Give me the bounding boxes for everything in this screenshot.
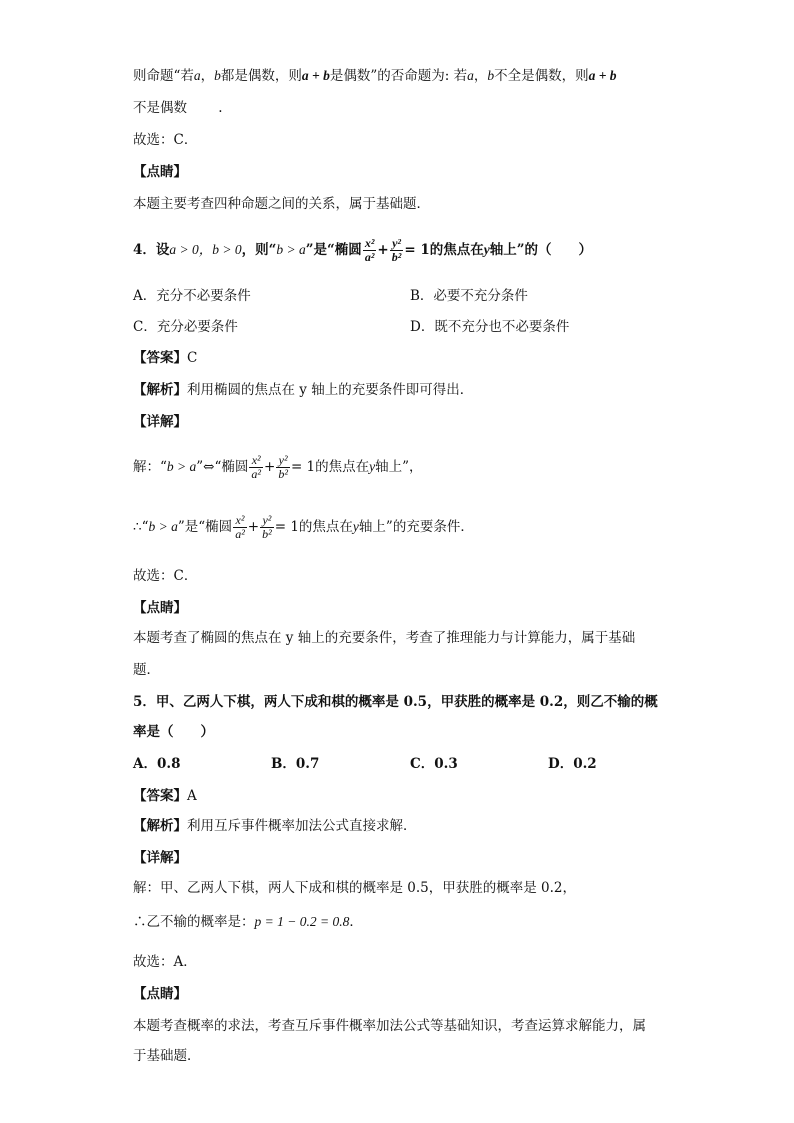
question-5-line1: 5．甲、乙两人下棋，两人下成和棋的概率是 0.5，甲获胜的概率是 0.2，则乙不输的概 xyxy=(133,694,658,710)
q5-option-c: C．0.3 xyxy=(410,756,458,772)
q4-option-c: C．充分必要条件 xyxy=(133,319,238,335)
detail-4-line1: 解：“b > a”⇔“椭圆 $\frac{\text{x²}}{\text{a²}}$ + $\frac{\text{y²}}{\text{b²}}$ = 1的焦点在y轴上”， xyxy=(133,453,423,481)
fraction-y2-b2: $\frac{\text{y²}}{\text{b²}}$ xyxy=(391,236,402,264)
dianjing-4-line1: 本题考查了椭圆的焦点在 y 轴上的充要条件，考查了推理能力与计算能力，属于基础 xyxy=(133,630,636,646)
question-4: 4．设a > 0，b > 0，则“b > a”是“椭圆 $\frac{\text{x²}}{\text{a²}}$ + $\frac{\text{y²}}{\text{b²}}$ = 1的焦点在y轴上”的（ ） xyxy=(133,236,593,264)
dianjing-5-line2: 于基础题． xyxy=(133,1048,201,1064)
detail-5-line1: 解：甲、乙两人下棋，两人下成和棋的概率是 0.5，甲获胜的概率是 0.2， xyxy=(133,880,577,896)
analysis-5: 【解析】利用互斥事件概率加法公式直接求解． xyxy=(133,818,417,834)
q4-option-d: D．既不充分也不必要条件 xyxy=(410,319,570,335)
paragraph-prev-line2: 不是偶数 . xyxy=(133,100,223,116)
detail-5-line2: ∴乙不输的概率是：p = 1 − 0.2 = 0.8． xyxy=(133,914,363,930)
solution-3: 故选：C． xyxy=(133,132,198,148)
solution-5: 故选：A． xyxy=(133,954,197,970)
paragraph-prev-line1: 则命题“若a，b都是偶数，则a + b是偶数”的否命题为: 若a，b不全是偶数，则a + b xyxy=(133,68,617,84)
q5-option-d: D．0.2 xyxy=(548,756,597,772)
detail-4-line2: ∴“b > a”是“椭圆 $\frac{\text{x²}}{\text{a²}}$ + $\frac{\text{y²}}{\text{b²}}$ = 1的焦点在y轴上”的充要条件． xyxy=(133,513,474,541)
analysis-4: 【解析】利用椭圆的焦点在 y 轴上的充要条件即可得出． xyxy=(133,382,474,398)
q4-option-a: A．充分不必要条件 xyxy=(133,288,251,304)
answer-5: 【答案】A xyxy=(133,788,197,804)
dianjing-tag-5: 【点睛】 xyxy=(133,986,187,1002)
q5-option-a: A．0.8 xyxy=(133,756,181,772)
dianjing-4-line2: 题． xyxy=(133,662,160,678)
dianjing-5-line1: 本题考查概率的求法，考查互斥事件概率加法公式等基础知识，考查运算求解能力，属 xyxy=(133,1018,646,1034)
question-5-line2: 率是（ ） xyxy=(133,724,214,740)
dianjing-tag-4: 【点睛】 xyxy=(133,600,187,616)
dianjing-text-3: 本题主要考查四种命题之间的关系，属于基础题． xyxy=(133,196,430,212)
q4-option-b: B．必要不充分条件 xyxy=(410,288,528,304)
detail-tag-5: 【详解】 xyxy=(133,850,187,866)
solution-4: 故选：C． xyxy=(133,568,198,584)
answer-4: 【答案】C xyxy=(133,350,198,366)
fraction-x2-a2: $\frac{\text{x²}}{\text{a²}}$ xyxy=(364,236,375,264)
dianjing-tag-3: 【点睛】 xyxy=(133,164,187,180)
q5-option-b: B．0.7 xyxy=(271,756,320,772)
detail-tag-4: 【详解】 xyxy=(133,414,187,430)
